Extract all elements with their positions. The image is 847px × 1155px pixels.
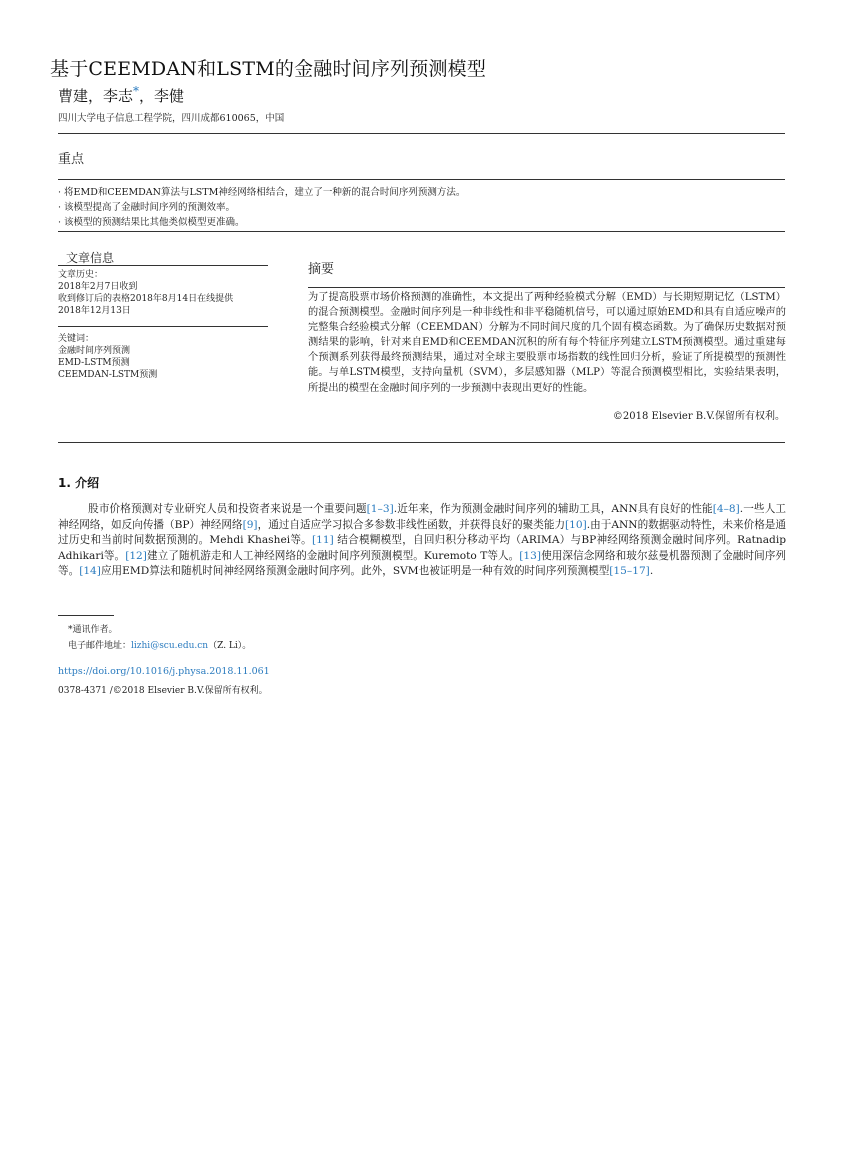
text-run: 应用EMD算法和随机时间神经网络预测金融时间序列。此外，SVM也被证明是一种有效的时间序列预测模型 — [100, 565, 610, 578]
divider — [58, 265, 268, 266]
doi-link[interactable]: https://doi.org/10.1016/j.physa.2018.11.061 — [58, 666, 270, 677]
keyword: EMD-LSTM预测 — [58, 358, 130, 368]
history-received: 2018年2月7日收到 — [58, 282, 138, 292]
divider — [308, 287, 785, 288]
history-revised: 收到修订后的表格2018年8月14日在线提供 — [58, 294, 234, 304]
section-heading: 1. 介绍 — [58, 476, 100, 490]
citation-link[interactable]: [11] — [311, 534, 334, 547]
divider — [58, 133, 785, 134]
divider — [58, 179, 785, 180]
footnote-email — [68, 638, 251, 651]
divider — [58, 442, 785, 443]
email-suffix: （Z. Li）。 — [208, 641, 252, 651]
highlights-list — [58, 185, 465, 230]
highlight-item: · 将EMD和CEEMDAN算法与LSTM神经网络相结合，建立了一种新的混合时间序列预测方法。 — [58, 187, 466, 198]
highlights-heading: 重点 — [58, 152, 85, 167]
highlight-item: · 该模型的预测结果比其他类似模型更准确。 — [58, 217, 245, 228]
article-info-heading: 文章信息 — [66, 251, 115, 265]
citation-link[interactable]: [12] — [125, 549, 147, 562]
article-history — [58, 269, 233, 317]
history-online: 2018年12月13日 — [58, 306, 131, 316]
email-link[interactable]: lizhi@scu.edu.cn — [131, 641, 209, 651]
issn-copyright: 0378-4371 /©2018 Elsevier B.V.保留所有权利。 — [58, 686, 268, 696]
divider — [58, 326, 268, 327]
affiliation: 四川大学电子信息工程学院，四川成都610065，中国 — [58, 113, 285, 124]
corresponding-author-mark[interactable]: * — [133, 84, 140, 98]
citation-link[interactable]: [15–17] — [609, 565, 650, 578]
abstract-text: 为了提高股票市场价格预测的准确性，本文提出了两种经验模式分解（EMD）与长期短期记忆（LSTM）的混合预测模型。金融时间序列是一种非线性和非平稳随机信号，可以通过原始EMD和具有自适应噪声的完整集合经验模式分解（CEEMDAN）分解为不同时间尺度的几个固有模态函数。为了确保历史数据对预测结果的影响，针对来自EMD和CEEMDAN沉积的所有每个特征序列建立LSTM预测模型。通过重建每个预测系列获得最终预测结果，通过对全球主要股票市场指数的线性回归分析，验证了所提模型的预测性能。与单LSTM模型，支持向量机（SVM），多层感知器（MLP）等混合预测模型相比，实验结果表明，所提出的模型在金融时间序列的一步预测中表现出更好的性能。 — [308, 292, 786, 394]
abstract-heading: 摘要 — [308, 262, 335, 277]
keyword: 金融时间序列预测 — [58, 346, 131, 356]
authors-part-2: ，李健 — [139, 87, 185, 105]
highlight-item: · 该模型提高了金融时间序列的预测效率。 — [58, 202, 236, 213]
paper-title: 基于CEEMDAN和LSTM的金融时间序列预测模型 — [50, 58, 487, 80]
text-run: . — [649, 565, 654, 578]
citation-link[interactable]: [13] — [519, 549, 542, 562]
text-run: ，通过自适应学习拟合多参数非线性函数，并获得良好的聚类能力 — [257, 518, 566, 531]
authors-part-1: 曹建，李志 — [58, 87, 134, 105]
text-run: 使用深信念网络和玻尔兹曼机器预测了金融时间序列等。 — [58, 549, 786, 578]
email-label: 电子邮件地址： — [68, 641, 132, 651]
divider — [58, 231, 785, 232]
author-list — [58, 84, 184, 106]
text-run: .一些人工神经网络，如反向传播（BP）神经网络 — [58, 503, 786, 531]
citation-link[interactable]: [9] — [242, 518, 258, 531]
keyword: CEEMDAN-LSTM预测 — [58, 370, 158, 380]
citation-link[interactable]: [1–3] — [366, 503, 394, 515]
keywords-label: 关键词： — [58, 334, 95, 344]
text-run: 结合模糊模型，自回归积分移动平均（ARIMA）与BP神经网络预测金融时间序列。Ratnadip Adhikari等。 — [58, 534, 786, 562]
keywords — [58, 333, 157, 381]
citation-link[interactable]: [14] — [79, 565, 101, 578]
text-run: 建立了随机游走和人工神经网络的金融时间序列预测模型。Kuremoto T等人。 — [146, 549, 520, 562]
history-label: 文章历史： — [58, 270, 104, 280]
citation-link[interactable]: [10] — [565, 518, 587, 531]
text-run: .由于ANN的数据驱动特性，未来价格是通过历史和当前时间数据预测的。Mehdi Khashei等。 — [58, 518, 786, 547]
abstract-copyright: ©2018 Elsevier B.V.保留所有权利。 — [612, 411, 785, 422]
footnote-divider — [58, 615, 114, 616]
intro-paragraph — [58, 502, 786, 580]
citation-link[interactable]: [4–8] — [712, 503, 740, 515]
footnote-corresponding: *通讯作者。 — [68, 625, 118, 635]
text-run: 股市价格预测对专业研究人员和投资者来说是一个重要问题 — [88, 503, 367, 515]
text-run: .近年来，作为预测金融时间序列的辅助工具，ANN具有良好的性能 — [393, 503, 713, 515]
